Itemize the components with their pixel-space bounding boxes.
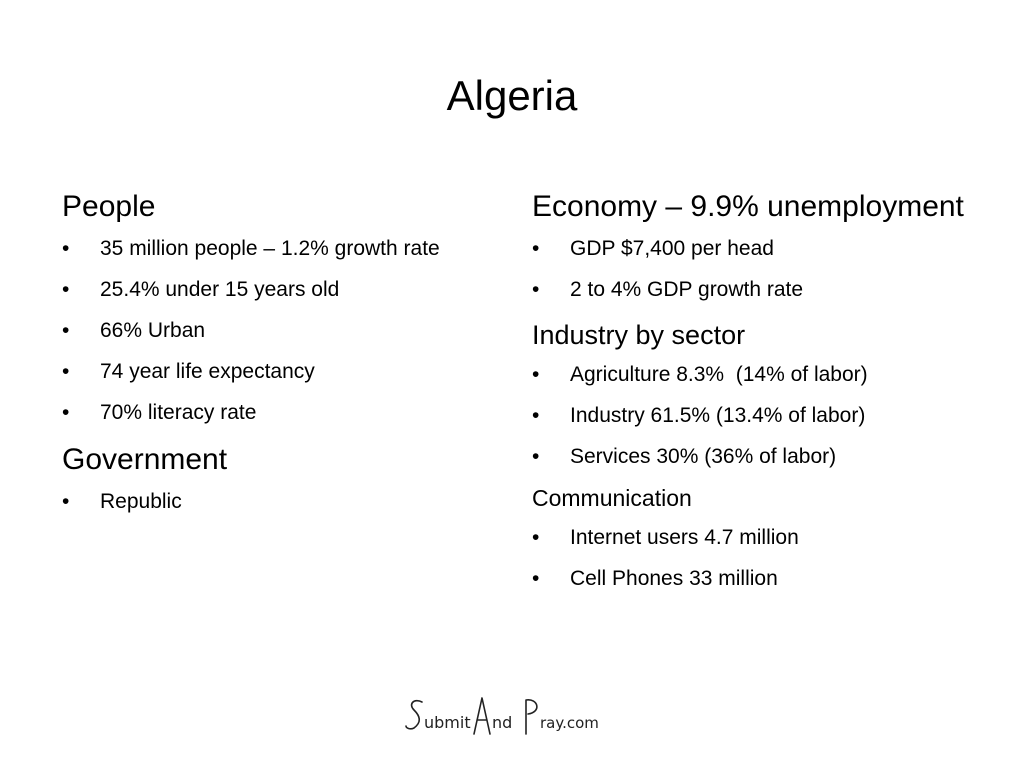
list-item	[532, 521, 972, 554]
submitandpray-logo	[402, 690, 622, 746]
bullet-icon: •	[532, 445, 540, 468]
bullet-icon: •	[62, 237, 70, 260]
list-item-text: Republic	[100, 490, 182, 513]
svg-text:nd: nd	[492, 713, 513, 732]
list-item	[532, 358, 972, 391]
list-item-text: Industry 61.5% (13.4% of labor)	[570, 404, 866, 427]
list-item-text: Cell Phones 33 million	[570, 567, 778, 590]
government-list	[62, 485, 492, 518]
list-item-text: 2 to 4% GDP growth rate	[570, 278, 804, 301]
list-item-text: GDP $7,400 per head	[570, 237, 774, 260]
left-column	[62, 186, 492, 528]
list-item	[62, 314, 492, 347]
economy-list	[532, 232, 972, 306]
bullet-icon: •	[532, 237, 540, 260]
right-column	[532, 186, 972, 605]
list-item-text: 66% Urban	[100, 319, 206, 342]
economy-heading: Economy – 9.9% unemployment	[532, 190, 964, 223]
industry-heading: Industry by sector	[532, 320, 746, 350]
list-item	[62, 355, 492, 388]
list-item-text: 70% literacy rate	[100, 401, 257, 424]
communication-heading: Communication	[532, 485, 692, 511]
bullet-icon: •	[532, 567, 540, 590]
bullet-icon: •	[532, 363, 540, 386]
list-item-text: 35 million people – 1.2% growth rate	[100, 237, 440, 260]
list-item	[532, 562, 972, 595]
list-item	[62, 232, 492, 265]
people-list	[62, 232, 492, 429]
bullet-icon: •	[532, 404, 540, 427]
list-item	[62, 396, 492, 429]
list-item-text: Agriculture 8.3% (14% of labor)	[570, 363, 868, 386]
list-item	[532, 399, 972, 432]
list-item	[532, 273, 972, 306]
slide-title: Algeria	[446, 72, 578, 119]
list-item	[532, 232, 972, 265]
footer-logo	[0, 690, 1024, 751]
bullet-icon: •	[532, 278, 540, 301]
list-item	[62, 485, 492, 518]
bullet-icon: •	[62, 490, 70, 513]
svg-text:ray.com: ray.com	[540, 714, 599, 732]
list-item-text: Services 30% (36% of labor)	[570, 445, 837, 468]
bullet-icon: •	[62, 319, 70, 342]
list-item-text: 25.4% under 15 years old	[100, 278, 340, 301]
government-heading: Government	[62, 443, 228, 476]
list-item	[62, 273, 492, 306]
list-item-text: 74 year life expectancy	[100, 360, 315, 383]
bullet-icon: •	[532, 526, 540, 549]
list-item-text: Internet users 4.7 million	[570, 526, 799, 549]
communication-list	[532, 521, 972, 595]
svg-text:ubmit: ubmit	[424, 713, 471, 732]
bullet-icon: •	[62, 278, 70, 301]
industry-list	[532, 358, 972, 473]
list-item	[532, 440, 972, 473]
people-heading: People	[62, 190, 156, 223]
bullet-icon: •	[62, 360, 70, 383]
bullet-icon: •	[62, 401, 70, 424]
